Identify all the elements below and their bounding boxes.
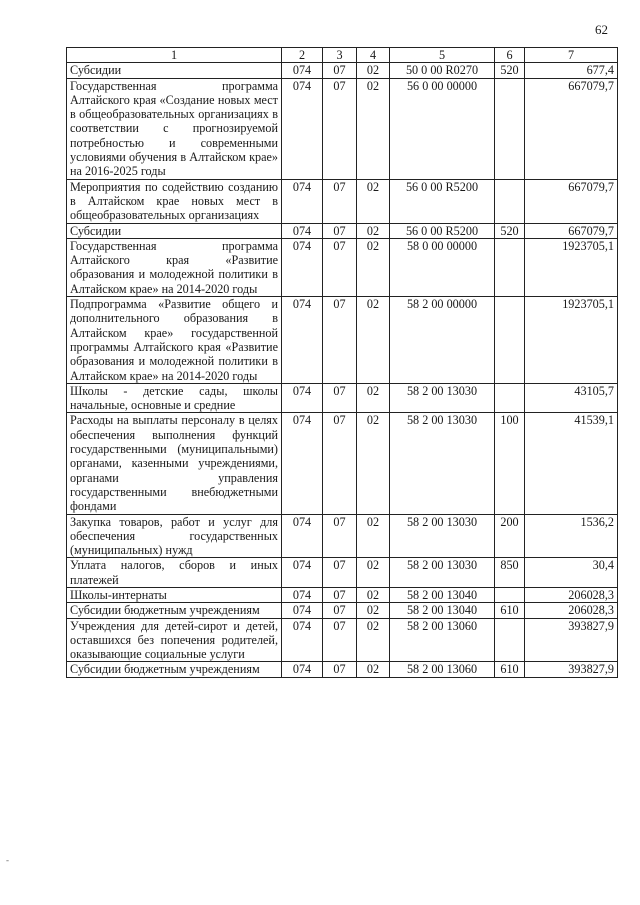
row-name: Закупка товаров, работ и услуг для обеспечения государственных (муниципальных) нужд xyxy=(67,514,282,558)
row-name: Школы-интернаты xyxy=(67,587,282,602)
table-row xyxy=(67,514,618,558)
target-code: 58 0 00 00000 xyxy=(390,238,495,296)
section-code: 07 xyxy=(323,223,357,238)
expense-type-code: 850 xyxy=(495,558,525,588)
target-code: 58 2 00 00000 xyxy=(390,297,495,384)
admin-code: 074 xyxy=(282,223,323,238)
target-code: 58 2 00 13040 xyxy=(390,587,495,602)
table-row xyxy=(67,587,618,602)
section-code: 07 xyxy=(323,297,357,384)
section-code: 07 xyxy=(323,618,357,662)
subsection-code: 02 xyxy=(357,662,390,677)
budget-table xyxy=(66,47,618,678)
row-name: Подпрограмма «Развитие общего и дополнительного образования в Алтайском крае» государственной программы Алтайского края «Развитие образования и молодежной политики в Алтайском крае» на 2014-2020 годы xyxy=(67,297,282,384)
section-code: 07 xyxy=(323,179,357,223)
target-code: 58 2 00 13030 xyxy=(390,413,495,514)
admin-code: 074 xyxy=(282,603,323,618)
header-cell: 6 xyxy=(495,48,525,63)
row-name: Субсидии бюджетным учреждениям xyxy=(67,662,282,677)
expense-type-code: 200 xyxy=(495,514,525,558)
admin-code: 074 xyxy=(282,383,323,413)
subsection-code: 02 xyxy=(357,78,390,179)
row-name: Субсидии xyxy=(67,63,282,78)
row-name: Субсидии xyxy=(67,223,282,238)
table-row xyxy=(67,179,618,223)
expense-type-code xyxy=(495,179,525,223)
admin-code: 074 xyxy=(282,413,323,514)
admin-code: 074 xyxy=(282,78,323,179)
table-row xyxy=(67,603,618,618)
expense-type-code: 610 xyxy=(495,662,525,677)
row-name: Расходы на выплаты персоналу в целях обеспечения выполнения функций государственными (муниципальными) органами, казенными учреждениями, органами управления государственными внебюджетными фондами xyxy=(67,413,282,514)
amount: 43105,7 xyxy=(525,383,618,413)
row-name: Учреждения для детей-сирот и детей, оставшихся без попечения родителей, оказывающие социальные услуги xyxy=(67,618,282,662)
amount: 393827,9 xyxy=(525,662,618,677)
amount: 677,4 xyxy=(525,63,618,78)
row-name: Государственная программа Алтайского края «Развитие образования и молодежной политики в Алтайском крае» на 2014-2020 годы xyxy=(67,238,282,296)
section-code: 07 xyxy=(323,238,357,296)
admin-code: 074 xyxy=(282,662,323,677)
target-code: 56 0 00 00000 xyxy=(390,78,495,179)
subsection-code: 02 xyxy=(357,587,390,602)
admin-code: 074 xyxy=(282,558,323,588)
amount: 206028,3 xyxy=(525,603,618,618)
expense-type-code xyxy=(495,238,525,296)
section-code: 07 xyxy=(323,78,357,179)
table-row xyxy=(67,238,618,296)
target-code: 56 0 00 R5200 xyxy=(390,179,495,223)
subsection-code: 02 xyxy=(357,179,390,223)
table-row xyxy=(67,78,618,179)
subsection-code: 02 xyxy=(357,558,390,588)
expense-type-code: 100 xyxy=(495,413,525,514)
section-code: 07 xyxy=(323,514,357,558)
amount: 1536,2 xyxy=(525,514,618,558)
subsection-code: 02 xyxy=(357,618,390,662)
amount: 1923705,1 xyxy=(525,297,618,384)
row-name: Субсидии бюджетным учреждениям xyxy=(67,603,282,618)
margin-mark: - xyxy=(6,855,9,865)
table-row xyxy=(67,63,618,78)
expense-type-code xyxy=(495,78,525,179)
section-code: 07 xyxy=(323,413,357,514)
target-code: 58 2 00 13040 xyxy=(390,603,495,618)
admin-code: 074 xyxy=(282,618,323,662)
table-row xyxy=(67,383,618,413)
table-row xyxy=(67,413,618,514)
amount: 206028,3 xyxy=(525,587,618,602)
page-number: 62 xyxy=(595,22,608,37)
header-cell: 5 xyxy=(390,48,495,63)
target-code: 58 2 00 13030 xyxy=(390,383,495,413)
admin-code: 074 xyxy=(282,587,323,602)
subsection-code: 02 xyxy=(357,297,390,384)
subsection-code: 02 xyxy=(357,413,390,514)
subsection-code: 02 xyxy=(357,383,390,413)
target-code: 58 2 00 13030 xyxy=(390,558,495,588)
expense-type-code: 520 xyxy=(495,63,525,78)
table-row xyxy=(67,618,618,662)
target-code: 58 2 00 13060 xyxy=(390,662,495,677)
subsection-code: 02 xyxy=(357,514,390,558)
expense-type-code xyxy=(495,383,525,413)
target-code: 58 2 00 13060 xyxy=(390,618,495,662)
row-name: Школы - детские сады, школы начальные, основные и средние xyxy=(67,383,282,413)
table-row xyxy=(67,297,618,384)
admin-code: 074 xyxy=(282,297,323,384)
section-code: 07 xyxy=(323,662,357,677)
table-row xyxy=(67,558,618,588)
section-code: 07 xyxy=(323,603,357,618)
header-cell: 7 xyxy=(525,48,618,63)
expense-type-code: 610 xyxy=(495,603,525,618)
subsection-code: 02 xyxy=(357,603,390,618)
row-name: Мероприятия по содействию созданию в Алтайском крае новых мест в общеобразовательных организациях xyxy=(67,179,282,223)
expense-type-code: 520 xyxy=(495,223,525,238)
section-code: 07 xyxy=(323,383,357,413)
subsection-code: 02 xyxy=(357,223,390,238)
header-cell: 2 xyxy=(282,48,323,63)
admin-code: 074 xyxy=(282,238,323,296)
expense-type-code xyxy=(495,587,525,602)
expense-type-code xyxy=(495,618,525,662)
amount: 1923705,1 xyxy=(525,238,618,296)
amount: 667079,7 xyxy=(525,78,618,179)
row-name: Уплата налогов, сборов и иных платежей xyxy=(67,558,282,588)
header-cell: 4 xyxy=(357,48,390,63)
section-code: 07 xyxy=(323,558,357,588)
target-code: 58 2 00 13030 xyxy=(390,514,495,558)
subsection-code: 02 xyxy=(357,63,390,78)
admin-code: 074 xyxy=(282,514,323,558)
target-code: 56 0 00 R5200 xyxy=(390,223,495,238)
header-row xyxy=(67,48,618,63)
admin-code: 074 xyxy=(282,179,323,223)
header-cell: 1 xyxy=(67,48,282,63)
table-row xyxy=(67,223,618,238)
amount: 667079,7 xyxy=(525,179,618,223)
row-name: Государственная программа Алтайского края «Создание новых мест в общеобразовательных организациях в соответствии с прогнозируемой потребностью и современными условиями обучения в Алтайском крае» на 2016-2025 годы xyxy=(67,78,282,179)
amount: 30,4 xyxy=(525,558,618,588)
amount: 41539,1 xyxy=(525,413,618,514)
table-row xyxy=(67,662,618,677)
expense-type-code xyxy=(495,297,525,384)
section-code: 07 xyxy=(323,587,357,602)
amount: 667079,7 xyxy=(525,223,618,238)
target-code: 50 0 00 R0270 xyxy=(390,63,495,78)
header-cell: 3 xyxy=(323,48,357,63)
subsection-code: 02 xyxy=(357,238,390,296)
amount: 393827,9 xyxy=(525,618,618,662)
section-code: 07 xyxy=(323,63,357,78)
admin-code: 074 xyxy=(282,63,323,78)
